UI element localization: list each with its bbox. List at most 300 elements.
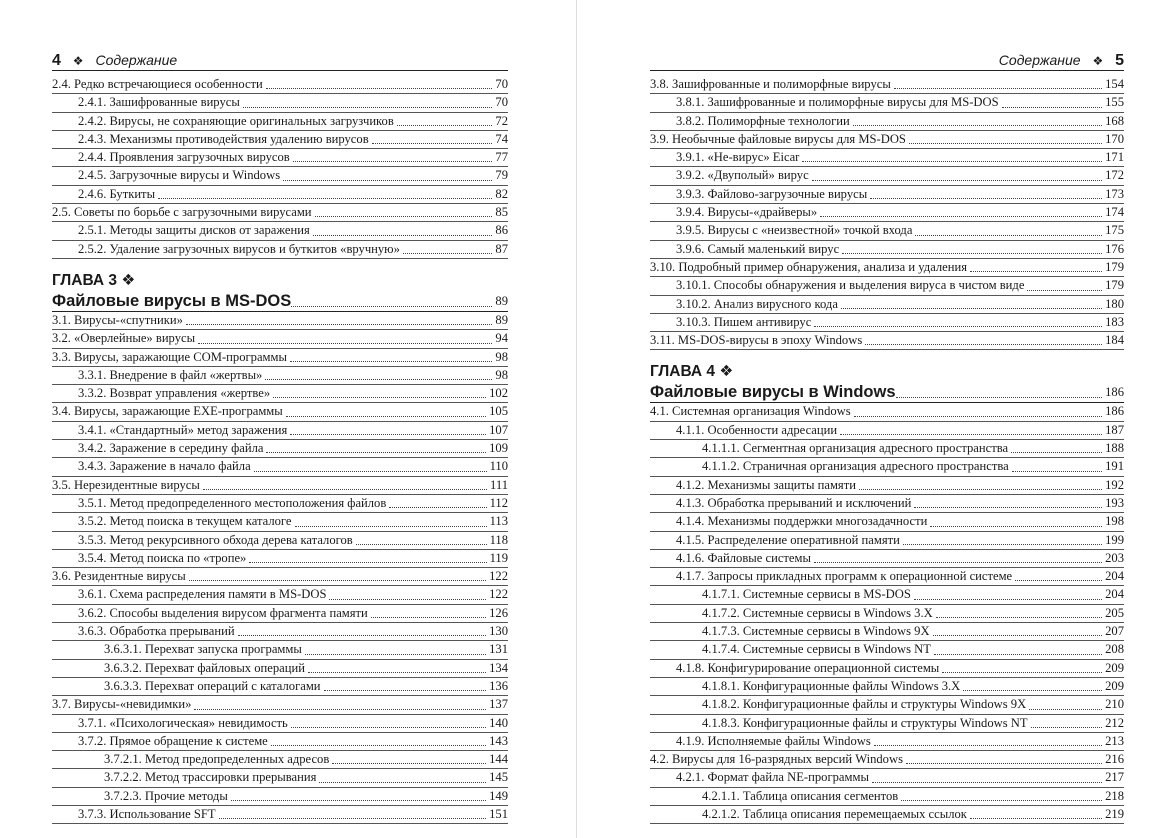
- toc-entry-page: 179: [1105, 259, 1124, 274]
- toc-entry: [52, 788, 508, 806]
- toc-entry-title: 4.1.4. Механизмы поддержки многозадачности: [650, 513, 930, 530]
- dot-leader: [1012, 471, 1102, 472]
- dot-leader: [254, 471, 487, 472]
- toc-entry-title: 4.1. Системная организация Windows: [650, 403, 854, 420]
- chapter-label: ГЛАВА 4 ❖: [650, 363, 734, 381]
- toc-entry-page: 82: [495, 186, 508, 201]
- toc-entry-title: 2.4.5. Загрузочные вирусы и Windows: [52, 167, 283, 184]
- toc-entry: [650, 568, 1124, 586]
- dot-leader: [865, 344, 1102, 345]
- toc-entry-title: 4.1.8.1. Конфигурационные файлы Windows 3.X: [650, 678, 963, 695]
- toc-list: [650, 76, 1124, 824]
- toc-entry-page: 168: [1105, 113, 1124, 128]
- toc-entry-title: 3.1. Вирусы-«спутники»: [52, 312, 186, 329]
- dot-leader: [295, 526, 487, 527]
- toc-entry-page: 72: [495, 113, 508, 128]
- toc-entry-title: 4.1.6. Файловые системы: [650, 550, 814, 567]
- toc-entry-page: 70: [495, 77, 508, 91]
- dot-leader: [820, 216, 1102, 217]
- dot-leader: [238, 635, 487, 636]
- dot-leader: [853, 125, 1102, 126]
- toc-entry: [650, 532, 1124, 550]
- dot-leader: [356, 544, 487, 545]
- dot-leader: [283, 180, 492, 181]
- dot-leader: [371, 617, 486, 618]
- toc-entry-page: 140: [489, 715, 508, 730]
- toc-entry-title: 3.9.1. «Не-вирус» Eicar: [650, 149, 802, 166]
- toc-entry: [52, 422, 508, 440]
- toc-entry: [650, 113, 1124, 131]
- toc-entry-page: 77: [495, 150, 508, 165]
- toc-entry-page: 136: [489, 678, 508, 693]
- toc-entry-title: 4.1.1.1. Сегментная организация адресного пространства: [650, 440, 1011, 457]
- toc-entry-title: 3.6.1. Схема распределения памяти в MS-DOS: [52, 586, 329, 603]
- toc-entry: [52, 769, 508, 787]
- dot-leader: [903, 544, 1102, 545]
- page-number: 4: [52, 52, 61, 69]
- toc-entry: [650, 131, 1124, 149]
- dot-leader: [1015, 580, 1102, 581]
- toc-entry: [52, 131, 508, 149]
- toc-entry-page: 126: [489, 605, 508, 620]
- dot-leader: [874, 745, 1102, 746]
- toc-entry: [650, 733, 1124, 751]
- toc-entry-title: 3.7.2. Прямое обращение к системе: [52, 733, 271, 750]
- toc-entry-page: 192: [1105, 477, 1124, 492]
- dot-leader: [814, 326, 1102, 327]
- dot-leader: [290, 361, 492, 362]
- toc-entry-title: 3.5.3. Метод рекурсивного обхода дерева каталогов: [52, 532, 356, 549]
- toc-entry: [52, 367, 508, 385]
- toc-entry: [650, 715, 1124, 733]
- dot-leader: [901, 800, 1102, 801]
- toc-entry-page: 180: [1105, 296, 1124, 311]
- toc-entry: [52, 678, 508, 696]
- dot-leader: [329, 599, 486, 600]
- dot-leader: [842, 253, 1102, 254]
- dot-leader: [841, 308, 1102, 309]
- dot-leader: [914, 507, 1102, 508]
- toc-entry-page: 207: [1105, 624, 1124, 639]
- toc-entry-page: 89: [495, 312, 508, 327]
- toc-entry-title: 3.7.1. «Психологическая» невидимость: [52, 715, 291, 732]
- toc-entry-page: 217: [1105, 770, 1124, 785]
- toc-entry: [650, 696, 1124, 714]
- toc-entry-page: 187: [1105, 422, 1124, 437]
- toc-entry: [52, 513, 508, 531]
- toc-entry-page: 87: [495, 241, 508, 256]
- toc-entry: [650, 495, 1124, 513]
- dot-leader: [265, 379, 492, 380]
- toc-entry-title: 2.4. Редко встречающиеся особенности: [52, 76, 266, 93]
- toc-entry: [650, 660, 1124, 678]
- toc-entry: [52, 660, 508, 678]
- toc-entry-page: 179: [1105, 278, 1124, 293]
- toc-entry: [650, 222, 1124, 240]
- header-title: Содержание: [998, 52, 1081, 68]
- toc-entry-page: 131: [489, 642, 508, 657]
- toc-entry: [52, 715, 508, 733]
- toc-entry-title: 3.8.2. Полиморфные технологии: [650, 113, 853, 130]
- toc-entry-page: 112: [489, 495, 508, 510]
- toc-entry-page: 98: [495, 367, 508, 382]
- toc-entry: [650, 440, 1124, 458]
- chapter-title-row: [650, 382, 1124, 403]
- toc-entry: [650, 422, 1124, 440]
- toc-entry-title: 2.4.3. Механизмы противодействия удалению вирусов: [52, 131, 372, 148]
- toc-entry-page: 204: [1105, 569, 1124, 584]
- toc-entry: [52, 532, 508, 550]
- toc-entry-page: 193: [1105, 495, 1124, 510]
- dot-leader: [286, 416, 486, 417]
- toc-entry-title: 4.2. Вирусы для 16-разрядных версий Windows: [650, 751, 906, 768]
- toc-entry-page: 79: [495, 168, 508, 183]
- toc-entry-page: 143: [489, 733, 508, 748]
- dot-leader: [1011, 452, 1102, 453]
- toc-entry-title: 3.9.4. Вирусы-«драйверы»: [650, 204, 820, 221]
- toc-entry-page: 105: [489, 404, 508, 419]
- toc-entry: [650, 513, 1124, 531]
- toc-entry: [52, 440, 508, 458]
- toc-entry-page: 213: [1105, 733, 1124, 748]
- toc-entry-page: 137: [489, 697, 508, 712]
- dot-leader: [332, 763, 486, 764]
- toc-entry-title: 3.3.1. Внедрение в файл «жертвы»: [52, 367, 265, 384]
- dot-leader: [389, 507, 486, 508]
- dot-leader: [915, 235, 1102, 236]
- toc-entry-title: 3.5.4. Метод поиска по «тропе»: [52, 550, 249, 567]
- dot-leader: [936, 617, 1102, 618]
- dot-leader: [854, 416, 1102, 417]
- dot-leader: [308, 672, 486, 673]
- toc-entry: [52, 76, 508, 94]
- toc-entry-page: 170: [1105, 131, 1124, 146]
- toc-entry-page: 184: [1105, 333, 1124, 348]
- toc-entry-title: 3.10.2. Анализ вирусного кода: [650, 296, 841, 313]
- dot-leader: [291, 727, 486, 728]
- toc-entry-page: 210: [1105, 697, 1124, 712]
- toc-entry: [650, 296, 1124, 314]
- toc-entry: [52, 477, 508, 495]
- dot-leader: [870, 198, 1102, 199]
- dot-leader: [271, 745, 486, 746]
- toc-entry-title: 3.8. Зашифрованные и полиморфные вирусы: [650, 76, 894, 93]
- chapter-title: Файловые вирусы в Windows: [650, 383, 896, 402]
- toc-entry: [52, 495, 508, 513]
- dot-leader: [315, 216, 493, 217]
- right-page: [577, 0, 1154, 838]
- toc-entry-page: 199: [1105, 532, 1124, 547]
- toc-entry-page: 191: [1105, 459, 1124, 474]
- toc-entry: [52, 186, 508, 204]
- toc-entry-title: 4.1.7.2. Системные сервисы в Windows 3.X: [650, 605, 936, 622]
- toc-entry-page: 94: [495, 331, 508, 346]
- toc-entry: [650, 277, 1124, 295]
- dot-leader: [1002, 107, 1103, 108]
- toc-entry-title: 4.1.1. Особенности адресации: [650, 422, 840, 439]
- toc-entry: [650, 477, 1124, 495]
- dot-leader: [372, 143, 493, 144]
- dot-leader: [894, 88, 1102, 89]
- toc-entry-page: 209: [1105, 678, 1124, 693]
- toc-entry: [52, 568, 508, 586]
- chapter-label: ГЛАВА 3 ❖: [52, 271, 136, 289]
- dot-leader: [194, 709, 486, 710]
- toc-entry-page: 172: [1105, 168, 1124, 183]
- dot-leader: [186, 324, 492, 325]
- dot-leader: [198, 343, 492, 344]
- toc-entry-title: 3.3. Вирусы, заражающие COM-программы: [52, 349, 290, 366]
- toc-entry-page: 188: [1105, 441, 1124, 456]
- toc-entry: [650, 458, 1124, 476]
- toc-entry-page: 171: [1105, 150, 1124, 165]
- dot-leader: [189, 580, 486, 581]
- toc-entry-title: 4.1.7. Запросы прикладных программ к операционной системе: [650, 568, 1015, 585]
- dot-leader: [930, 526, 1102, 527]
- chapter-title-row: [52, 291, 508, 312]
- toc-entry: [650, 149, 1124, 167]
- toc-entry-page: 219: [1105, 806, 1124, 821]
- toc-entry: [650, 769, 1124, 787]
- chapter-title: Файловые вирусы в MS-DOS: [52, 291, 292, 310]
- toc-entry: [52, 605, 508, 623]
- toc-entry-page: 212: [1105, 715, 1124, 730]
- toc-entry-title: 3.7. Вирусы-«невидимки»: [52, 696, 194, 713]
- toc-entry: [650, 751, 1124, 769]
- toc-entry: [52, 733, 508, 751]
- toc-entry: [650, 550, 1124, 568]
- dot-leader: [812, 180, 1102, 181]
- toc-entry-title: 3.3.2. Возврат управления «жертве»: [52, 385, 273, 402]
- dot-leader: [802, 161, 1102, 162]
- running-header: [52, 50, 508, 71]
- dot-leader: [942, 672, 1102, 673]
- toc-entry: [650, 788, 1124, 806]
- page-number: 5: [1115, 52, 1124, 69]
- dot-leader: [313, 235, 493, 236]
- toc-entry-title: 4.1.8.3. Конфигурационные файлы и структуры Windows NT: [650, 715, 1031, 732]
- toc-entry-title: 4.1.8.2. Конфигурационные файлы и структуры Windows 9X: [650, 696, 1029, 713]
- dot-leader: [906, 763, 1102, 764]
- toc-entry-title: 2.4.6. Буткиты: [52, 186, 158, 203]
- toc-entry: [650, 167, 1124, 185]
- toc-entry-title: 2.5.2. Удаление загрузочных вирусов и буткитов «вручную»: [52, 241, 403, 258]
- toc-entry-title: 3.4.1. «Стандартный» метод заражения: [52, 422, 290, 439]
- toc-entry: [650, 314, 1124, 332]
- toc-entry-page: 186: [1105, 404, 1124, 419]
- toc-entry-title: 3.4.2. Заражение в середину файла: [52, 440, 266, 457]
- toc-entry-page: 198: [1105, 514, 1124, 529]
- toc-entry-title: 3.5. Нерезидентные вирусы: [52, 477, 203, 494]
- dot-leader: [909, 143, 1102, 144]
- dot-leader: [933, 635, 1103, 636]
- toc-entry-title: 3.6.3.3. Перехват операций с каталогами: [52, 678, 324, 695]
- toc-entry-title: 3.9.3. Файлово-загрузочные вирусы: [650, 186, 870, 203]
- toc-entry-page: 144: [489, 752, 508, 767]
- toc-entry: [650, 259, 1124, 277]
- dot-leader: [896, 397, 1103, 398]
- chapter-page: 186: [1105, 385, 1124, 400]
- toc-entry: [650, 678, 1124, 696]
- toc-entry: [650, 332, 1124, 350]
- toc-entry-page: 209: [1105, 660, 1124, 675]
- dot-leader: [914, 599, 1102, 600]
- toc-entry: [52, 586, 508, 604]
- toc-entry-page: 119: [489, 550, 508, 565]
- toc-entry-title: 3.9. Необычные файловые вирусы для MS-DOS: [650, 131, 909, 148]
- toc-entry: [52, 113, 508, 131]
- toc-entry-page: 145: [489, 770, 508, 785]
- toc-entry-page: 183: [1105, 314, 1124, 329]
- toc-entry-title: 3.6.3. Обработка прерываний: [52, 623, 238, 640]
- toc-entry: [52, 623, 508, 641]
- toc-entry-title: 3.4.3. Заражение в начало файла: [52, 458, 254, 475]
- dot-leader: [963, 690, 1102, 691]
- toc-entry-page: 174: [1105, 205, 1124, 220]
- toc-entry-page: 98: [495, 349, 508, 364]
- toc-entry-title: 3.8.1. Зашифрованные и полиморфные вирусы для MS-DOS: [650, 94, 1002, 111]
- dot-leader: [859, 489, 1102, 490]
- toc-entry-title: 3.9.2. «Двуполый» вирус: [650, 167, 812, 184]
- toc-entry-title: 3.5.1. Метод предопределенного местоположения файлов: [52, 495, 389, 512]
- dot-leader: [403, 253, 493, 254]
- toc-entry-page: 111: [490, 477, 508, 492]
- dot-leader: [324, 690, 487, 691]
- toc-entry-page: 110: [489, 459, 508, 474]
- toc-entry: [650, 204, 1124, 222]
- toc-entry-title: 4.1.7.4. Системные сервисы в Windows NT: [650, 641, 934, 658]
- toc-entry-page: 109: [489, 441, 508, 456]
- dot-leader: [970, 818, 1102, 819]
- toc-entry-page: 118: [489, 532, 508, 547]
- toc-entry-page: 216: [1105, 752, 1124, 767]
- toc-entry-page: 86: [495, 223, 508, 238]
- dot-leader: [243, 107, 493, 108]
- toc-entry: [650, 623, 1124, 641]
- toc-entry-page: 74: [495, 131, 508, 146]
- toc-entry-page: 151: [489, 806, 508, 821]
- toc-entry: [52, 385, 508, 403]
- toc-entry-page: 122: [489, 569, 508, 584]
- toc-entry-page: 205: [1105, 605, 1124, 620]
- toc-entry-title: 3.7.2.2. Метод трассировки прерывания: [52, 769, 319, 786]
- toc-entry: [52, 149, 508, 167]
- dot-leader: [305, 654, 486, 655]
- toc-entry-title: 3.6.3.1. Перехват запуска программы: [52, 641, 305, 658]
- toc-entry-page: 208: [1105, 642, 1124, 657]
- toc-entry: [52, 330, 508, 348]
- dot-leader: [840, 434, 1102, 435]
- toc-entry: [52, 458, 508, 476]
- toc-entry-title: 4.2.1.1. Таблица описания сегментов: [650, 788, 901, 805]
- toc-entry: [52, 641, 508, 659]
- header-title: Содержание: [95, 52, 178, 68]
- toc-entry-title: 3.7.2.1. Метод предопределенных адресов: [52, 751, 332, 768]
- toc-entry-title: 2.5. Советы по борьбе с загрузочными вирусами: [52, 204, 315, 221]
- dot-leader: [1029, 709, 1102, 710]
- toc-entry: [52, 222, 508, 240]
- dot-leader: [290, 434, 486, 435]
- toc-entry-title: 4.1.3. Обработка прерываний и исключений: [650, 495, 914, 512]
- toc-entry-title: 4.1.8. Конфигурирование операционной системы: [650, 660, 942, 677]
- toc-entry-page: 102: [489, 386, 508, 401]
- toc-entry-page: 175: [1105, 223, 1124, 238]
- toc-entry-page: 218: [1105, 788, 1124, 803]
- toc-entry-title: 2.4.4. Проявления загрузочных вирусов: [52, 149, 293, 166]
- toc-entry-title: 3.11. MS-DOS-вирусы в эпоху Windows: [650, 332, 865, 349]
- dot-leader: [273, 397, 486, 398]
- dot-leader: [1031, 727, 1103, 728]
- toc-entry-title: 4.1.2. Механизмы защиты памяти: [650, 477, 859, 494]
- toc-entry: [650, 641, 1124, 659]
- dot-leader: [291, 306, 492, 307]
- toc-entry-title: 3.9.5. Вирусы с «неизвестной» точкой входа: [650, 222, 915, 239]
- running-header: [650, 50, 1124, 71]
- dot-leader: [249, 562, 486, 563]
- dot-leader: [293, 161, 493, 162]
- toc-entry-title: 4.2.1. Формат файла NE-программы: [650, 769, 872, 786]
- toc-entry-page: 113: [489, 514, 508, 529]
- toc-entry: [650, 94, 1124, 112]
- toc-entry-title: 4.1.7.3. Системные сервисы в Windows 9X: [650, 623, 933, 640]
- toc-entry-page: 130: [489, 624, 508, 639]
- toc-entry-title: 3.2. «Оверлейные» вирусы: [52, 330, 198, 347]
- toc-entry-page: 149: [489, 788, 508, 803]
- toc-entry: [52, 167, 508, 185]
- toc-entry-title: 4.1.1.2. Страничная организация адресного пространства: [650, 458, 1012, 475]
- toc-entry-title: 4.1.5. Распределение оперативной памяти: [650, 532, 903, 549]
- toc-entry: [52, 241, 508, 259]
- ornament-icon: ❖: [72, 54, 84, 68]
- toc-entry-title: 3.10.3. Пишем антивирус: [650, 314, 814, 331]
- toc-entry-page: 70: [495, 95, 508, 110]
- toc-entry-title: 4.1.7.1. Системные сервисы в MS-DOS: [650, 586, 914, 603]
- dot-leader: [266, 452, 486, 453]
- toc-entry: [650, 806, 1124, 824]
- toc-entry: [52, 751, 508, 769]
- toc-entry: [52, 312, 508, 330]
- toc-entry-title: 3.6.3.2. Перехват файловых операций: [52, 660, 308, 677]
- toc-entry-title: 3.7.2.3. Прочие методы: [52, 788, 231, 805]
- toc-entry-title: 2.4.1. Зашифрованные вирусы: [52, 94, 243, 111]
- toc-entry-title: 3.6.2. Способы выделения вирусом фрагмента памяти: [52, 605, 371, 622]
- toc-entry-page: 204: [1105, 587, 1124, 602]
- toc-entry-title: 3.4. Вирусы, заражающие EXE-программы: [52, 403, 286, 420]
- toc-entry: [52, 696, 508, 714]
- dot-leader: [319, 782, 486, 783]
- toc-entry: [52, 806, 508, 824]
- toc-entry-title: 4.1.9. Исполняемые файлы Windows: [650, 733, 874, 750]
- toc-entry-title: 3.10.1. Способы обнаружения и выделения вируса в чистом виде: [650, 277, 1027, 294]
- toc-entry-page: 134: [489, 660, 508, 675]
- toc-entry: [52, 94, 508, 112]
- toc-entry-page: 107: [489, 422, 508, 437]
- dot-leader: [934, 654, 1102, 655]
- toc-entry-title: 3.9.6. Самый маленький вирус: [650, 241, 842, 258]
- toc-entry-page: 85: [495, 205, 508, 220]
- toc-entry: [52, 349, 508, 367]
- toc-entry: [650, 586, 1124, 604]
- toc-entry-page: 154: [1105, 77, 1124, 91]
- toc-entry-page: 176: [1105, 241, 1124, 256]
- toc-entry-page: 122: [489, 587, 508, 602]
- toc-entry-page: 155: [1105, 95, 1124, 110]
- toc-entry-title: 2.4.2. Вирусы, не сохраняющие оригинальных загрузчиков: [52, 113, 397, 130]
- toc-entry-title: 3.10. Подробный пример обнаружения, анализа и удаления: [650, 259, 970, 276]
- dot-leader: [970, 271, 1102, 272]
- dot-leader: [203, 489, 487, 490]
- ornament-icon: ❖: [1092, 54, 1104, 68]
